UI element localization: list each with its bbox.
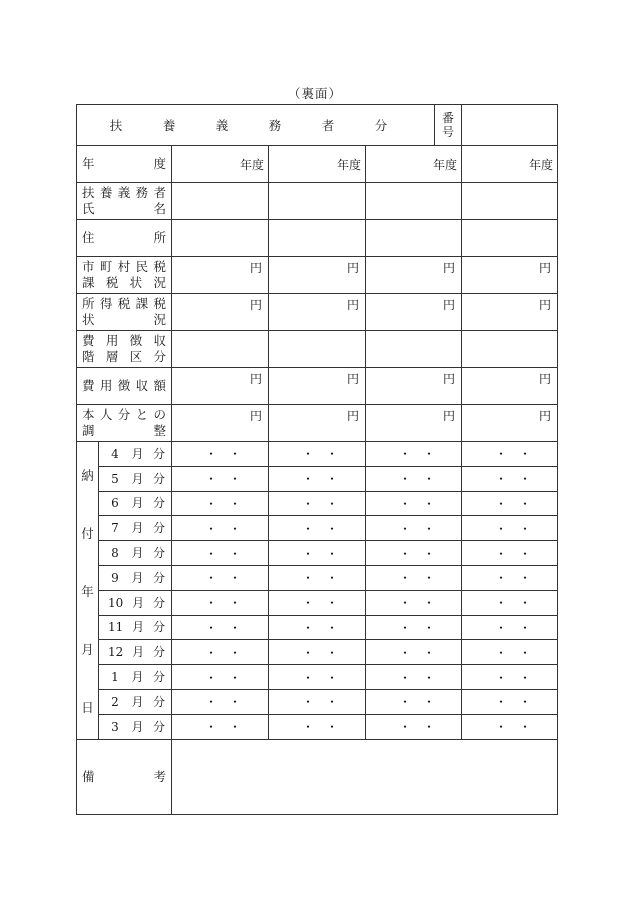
payment-date-cell[interactable] (269, 565, 366, 590)
payment-date-cell[interactable] (366, 689, 462, 714)
date-separator: ・ (423, 695, 436, 710)
label-char: 況 (153, 275, 166, 290)
label-char: 者 (153, 185, 166, 200)
date-separator: ・ (423, 447, 436, 462)
date-separator: ・ (495, 620, 508, 635)
date-separator: ・ (229, 695, 242, 710)
payment-label-char: 付 (81, 526, 94, 541)
fee-bracket-label (77, 331, 172, 368)
date-separator: ・ (302, 596, 315, 611)
date-separator: ・ (399, 571, 412, 586)
date-separator: ・ (229, 596, 242, 611)
payment-date-cell[interactable] (366, 466, 462, 491)
payment-date-cell[interactable] (269, 516, 366, 541)
label-char: 分 (117, 407, 131, 422)
label-char: 収 (135, 378, 149, 393)
income-tax-label (77, 294, 172, 331)
date-separator: ・ (302, 670, 315, 685)
payment-date-cell[interactable] (366, 565, 462, 590)
month-label-4 (99, 442, 172, 467)
label-char: 本 (82, 407, 95, 422)
date-separator: ・ (423, 620, 436, 635)
date-separator: ・ (229, 496, 242, 511)
payment-date-cell[interactable] (172, 665, 269, 690)
date-separator: ・ (326, 695, 339, 710)
date-separator: ・ (302, 620, 315, 635)
label-char: 状 (129, 275, 143, 290)
date-separator: ・ (229, 521, 242, 536)
date-separator: ・ (519, 496, 532, 511)
payment-date-cell[interactable] (172, 565, 269, 590)
payment-date-cell[interactable] (172, 615, 269, 640)
date-separator: ・ (399, 620, 412, 635)
year-cell-2[interactable]: 年度 (269, 146, 366, 183)
month-label-part: 月 (131, 471, 144, 486)
municipal-tax-cell-4[interactable]: 円 (462, 257, 558, 294)
date-separator: ・ (399, 447, 412, 462)
date-separator: ・ (229, 645, 242, 660)
payment-date-cell[interactable] (366, 541, 462, 566)
page-title: （裏面） (287, 86, 342, 101)
payment-label-char: 日 (81, 700, 94, 715)
municipal-tax-cell-1[interactable]: 円 (172, 257, 269, 294)
month-label-1 (99, 665, 172, 690)
payment-date-cell[interactable] (462, 516, 558, 541)
label-char: 氏 (82, 201, 95, 216)
address-cell-2[interactable] (269, 220, 366, 257)
date-separator: ・ (205, 670, 218, 685)
month-label-11 (99, 615, 172, 640)
date-separator: ・ (302, 521, 315, 536)
date-separator: ・ (399, 496, 412, 511)
date-separator: ・ (326, 720, 339, 735)
payment-date-cell[interactable] (462, 466, 558, 491)
date-separator: ・ (302, 472, 315, 487)
adjustment-cell-3[interactable]: 円 (366, 405, 462, 442)
date-separator: ・ (326, 596, 339, 611)
obligor-name-label (77, 183, 172, 220)
label-char: 所 (82, 296, 95, 311)
month-label-part: 分 (152, 570, 165, 585)
label-char: 調 (82, 423, 95, 438)
label-char: 層 (105, 349, 119, 364)
label-char: 民 (135, 259, 149, 274)
date-separator: ・ (423, 546, 436, 561)
payment-date-section (77, 442, 558, 740)
month-label-part: 分 (152, 595, 165, 610)
month-label-part: 分 (152, 719, 165, 734)
year-cell-1[interactable]: 年度 (172, 146, 269, 183)
date-separator: ・ (495, 645, 508, 660)
month-label-part: 月 (131, 521, 144, 536)
payment-date-cell[interactable] (172, 516, 269, 541)
payment-date-cell[interactable] (172, 442, 269, 467)
payment-date-cell[interactable] (269, 665, 366, 690)
payment-date-cell[interactable] (269, 491, 366, 516)
date-separator: ・ (326, 496, 339, 511)
date-separator: ・ (205, 521, 218, 536)
date-separator: ・ (205, 447, 218, 462)
payment-date-cell[interactable] (366, 714, 462, 739)
income-tax-cell-3[interactable]: 円 (366, 294, 462, 331)
date-separator: ・ (519, 447, 532, 462)
date-separator: ・ (302, 571, 315, 586)
month-label-part: 分 (152, 645, 165, 660)
month-label-part: 3 (111, 719, 119, 734)
date-separator: ・ (519, 571, 532, 586)
payment-date-cell[interactable] (269, 590, 366, 615)
date-separator: ・ (205, 571, 218, 586)
date-separator: ・ (399, 472, 412, 487)
income-tax-cell-1[interactable]: 円 (172, 294, 269, 331)
month-label-part: 月 (131, 446, 144, 461)
date-separator: ・ (519, 472, 532, 487)
label-char: 額 (153, 378, 166, 393)
payment-date-cell[interactable] (366, 590, 462, 615)
payment-date-cell[interactable] (462, 491, 558, 516)
name-cell-3[interactable] (366, 183, 462, 220)
month-label-part: 11 (108, 620, 124, 635)
bracket-cell-3[interactable] (366, 331, 462, 368)
month-label-part: 分 (152, 446, 165, 461)
label-char: 務 (135, 185, 149, 200)
date-separator: ・ (423, 645, 436, 660)
date-separator: ・ (495, 496, 508, 511)
label-char: 徴 (117, 378, 131, 393)
date-separator: ・ (423, 496, 436, 511)
date-separator: ・ (399, 720, 412, 735)
label-char: 税 (117, 296, 131, 311)
bracket-cell-1[interactable] (172, 331, 269, 368)
label-char: 況 (153, 312, 166, 327)
support-obligor-form (76, 104, 558, 815)
date-separator: ・ (302, 546, 315, 561)
date-separator: ・ (326, 521, 339, 536)
payment-date-cell[interactable] (269, 466, 366, 491)
label-char: 住 (82, 230, 95, 245)
date-separator: ・ (302, 695, 315, 710)
date-separator: ・ (302, 496, 315, 511)
date-separator: ・ (423, 571, 436, 586)
date-separator: ・ (495, 596, 508, 611)
date-separator: ・ (302, 720, 315, 735)
month-label-9 (99, 565, 172, 590)
adjustment-cell-2[interactable]: 円 (269, 405, 366, 442)
date-separator: ・ (495, 521, 508, 536)
month-label-part: 分 (152, 670, 165, 685)
adjustment-cell-4[interactable]: 円 (462, 405, 558, 442)
month-label-part: 月 (131, 546, 144, 561)
month-label-part: 2 (111, 694, 119, 709)
date-separator: ・ (423, 596, 436, 611)
date-separator: ・ (495, 472, 508, 487)
date-separator: ・ (229, 472, 242, 487)
month-label-part: 月 (132, 645, 145, 660)
label-char: 税 (105, 275, 119, 290)
income-tax-cell-4[interactable]: 円 (462, 294, 558, 331)
label-char: 扶 (82, 185, 95, 200)
month-label-part: 12 (108, 645, 124, 660)
date-separator: ・ (229, 571, 242, 586)
month-label-part: 月 (131, 670, 144, 685)
label-char: 税 (153, 259, 166, 274)
month-label-part: 分 (152, 471, 165, 486)
municipal-tax-cell-2[interactable]: 円 (269, 257, 366, 294)
date-separator: ・ (399, 670, 412, 685)
address-cell-1[interactable] (172, 220, 269, 257)
number-label-char-2: 号 (442, 125, 455, 139)
label-char: 町 (99, 259, 113, 274)
date-separator: ・ (423, 670, 436, 685)
bracket-cell-2[interactable] (269, 331, 366, 368)
month-label-part: 月 (131, 570, 144, 585)
month-label-part: 月 (132, 595, 145, 610)
label-char: 用 (105, 333, 119, 348)
label-char: 整 (153, 423, 166, 438)
date-separator: ・ (326, 472, 339, 487)
date-separator: ・ (399, 695, 412, 710)
month-label-10 (99, 590, 172, 615)
payment-date-label (77, 442, 99, 740)
income-tax-cell-2[interactable]: 円 (269, 294, 366, 331)
month-label-part: 分 (152, 496, 165, 511)
payment-date-cell[interactable] (366, 640, 462, 665)
date-separator: ・ (519, 720, 532, 735)
date-separator: ・ (495, 695, 508, 710)
date-separator: ・ (495, 447, 508, 462)
date-separator: ・ (229, 546, 242, 561)
date-separator: ・ (399, 645, 412, 660)
adjustment-cell-1[interactable]: 円 (172, 405, 269, 442)
payment-date-cell[interactable] (172, 466, 269, 491)
month-label-2 (99, 689, 172, 714)
payment-date-cell[interactable] (366, 516, 462, 541)
payment-date-cell[interactable] (269, 541, 366, 566)
label-char: 得 (99, 296, 113, 311)
label-char: 用 (99, 378, 113, 393)
date-separator: ・ (519, 695, 532, 710)
address-label (77, 220, 172, 257)
date-separator: ・ (519, 620, 532, 635)
date-separator: ・ (399, 546, 412, 561)
label-char: 状 (82, 312, 95, 327)
year-label: 年 度 (77, 146, 172, 183)
date-separator: ・ (205, 645, 218, 660)
number-label-char-1: 番 (442, 111, 455, 125)
label-char: 徴 (129, 333, 143, 348)
fee-amount-cell-3[interactable]: 円 (366, 368, 462, 405)
label-char: 所 (153, 230, 166, 245)
date-separator: ・ (326, 620, 339, 635)
payment-date-cell[interactable] (462, 714, 558, 739)
month-label-part: 8 (111, 546, 119, 561)
month-label-part: 月 (131, 496, 144, 511)
month-label-part: 1 (111, 670, 119, 685)
month-label-5 (99, 466, 172, 491)
label-char: 養 (99, 185, 113, 200)
date-separator: ・ (519, 645, 532, 660)
name-cell-4[interactable] (462, 183, 558, 220)
date-separator: ・ (495, 720, 508, 735)
month-label-part: 月 (131, 694, 144, 709)
date-separator: ・ (423, 720, 436, 735)
remarks-label: 備 考 (77, 739, 172, 814)
label-char: の (153, 407, 166, 422)
label-char: 分 (153, 349, 166, 364)
month-label-part: 分 (152, 694, 165, 709)
month-label-8 (99, 541, 172, 566)
month-label-3 (99, 714, 172, 739)
date-separator: ・ (326, 670, 339, 685)
payment-date-cell[interactable] (172, 590, 269, 615)
month-label-part: 7 (111, 521, 119, 536)
month-label-part: 9 (111, 570, 119, 585)
label-char: 課 (82, 275, 95, 290)
date-separator: ・ (205, 695, 218, 710)
payment-date-cell[interactable] (462, 565, 558, 590)
payment-date-cell[interactable] (462, 442, 558, 467)
payment-date-cell[interactable] (172, 541, 269, 566)
fee-amount-cell-2[interactable]: 円 (269, 368, 366, 405)
month-label-part: 4 (111, 446, 119, 461)
date-separator: ・ (205, 596, 218, 611)
date-separator: ・ (326, 546, 339, 561)
date-separator: ・ (423, 521, 436, 536)
date-separator: ・ (519, 670, 532, 685)
date-separator: ・ (519, 596, 532, 611)
payment-label-char: 月 (81, 642, 94, 657)
date-separator: ・ (326, 645, 339, 660)
month-label-part: 月 (132, 620, 145, 635)
date-separator: ・ (399, 521, 412, 536)
year-cell-3[interactable]: 年度 (366, 146, 462, 183)
date-separator: ・ (205, 720, 218, 735)
date-separator: ・ (229, 720, 242, 735)
date-separator: ・ (229, 447, 242, 462)
payment-date-cell[interactable] (462, 590, 558, 615)
address-cell-3[interactable] (366, 220, 462, 257)
fee-amount-cell-1[interactable]: 円 (172, 368, 269, 405)
year-cell-4[interactable]: 年度 (462, 146, 558, 183)
adjustment-label (77, 405, 172, 442)
payment-date-cell[interactable] (269, 689, 366, 714)
payment-date-cell[interactable] (462, 689, 558, 714)
date-separator: ・ (399, 596, 412, 611)
date-separator: ・ (302, 645, 315, 660)
month-label-part: 分 (152, 521, 165, 536)
month-label-part: 10 (108, 595, 124, 610)
month-label-part: 6 (111, 496, 119, 511)
payment-date-cell[interactable] (462, 615, 558, 640)
payment-date-cell[interactable] (269, 442, 366, 467)
number-field[interactable] (462, 105, 558, 146)
label-char: 区 (129, 349, 143, 364)
payment-date-cell[interactable] (462, 665, 558, 690)
payment-date-cell[interactable] (366, 615, 462, 640)
remarks-field[interactable] (172, 739, 558, 814)
payment-date-cell[interactable] (366, 442, 462, 467)
date-separator: ・ (205, 472, 218, 487)
payment-date-cell[interactable] (366, 491, 462, 516)
date-separator: ・ (519, 546, 532, 561)
address-cell-4[interactable] (462, 220, 558, 257)
date-separator: ・ (205, 546, 218, 561)
label-char: 収 (153, 333, 166, 348)
payment-date-cell[interactable] (172, 640, 269, 665)
label-char: 階 (82, 349, 95, 364)
month-label-7 (99, 516, 172, 541)
number-label (435, 105, 462, 146)
date-separator: ・ (519, 521, 532, 536)
month-label-12 (99, 640, 172, 665)
fee-amount-cell-4[interactable]: 円 (462, 368, 558, 405)
month-label-part: 5 (111, 471, 119, 486)
label-char: 費 (82, 378, 95, 393)
date-separator: ・ (205, 496, 218, 511)
payment-date-cell[interactable] (172, 491, 269, 516)
fee-amount-label (77, 368, 172, 405)
date-separator: ・ (495, 571, 508, 586)
label-char: 費 (82, 333, 95, 348)
date-separator: ・ (229, 670, 242, 685)
form-title: 扶 養 義 務 者 分 (77, 105, 435, 146)
payment-date-cell[interactable] (269, 615, 366, 640)
payment-date-cell[interactable] (172, 714, 269, 739)
date-separator: ・ (302, 447, 315, 462)
payment-date-cell[interactable] (366, 665, 462, 690)
label-char: 義 (117, 185, 131, 200)
month-label-part: 月 (131, 719, 144, 734)
date-separator: ・ (229, 620, 242, 635)
date-separator: ・ (423, 472, 436, 487)
date-separator: ・ (326, 447, 339, 462)
date-separator: ・ (205, 620, 218, 635)
label-char: 税 (153, 296, 166, 311)
month-label-6 (99, 491, 172, 516)
payment-date-cell[interactable] (462, 541, 558, 566)
date-separator: ・ (495, 670, 508, 685)
municipal-tax-label (77, 257, 172, 294)
payment-date-cell[interactable] (269, 714, 366, 739)
date-separator: ・ (326, 571, 339, 586)
label-char: 課 (135, 296, 149, 311)
name-cell-1[interactable] (172, 183, 269, 220)
payment-label-char: 納 (81, 468, 94, 483)
label-char: と (135, 407, 149, 422)
label-char: 村 (117, 259, 131, 274)
payment-date-cell[interactable] (269, 640, 366, 665)
name-cell-2[interactable] (269, 183, 366, 220)
municipal-tax-cell-3[interactable]: 円 (366, 257, 462, 294)
label-char: 市 (82, 259, 95, 274)
month-label-part: 分 (152, 546, 165, 561)
date-separator: ・ (495, 546, 508, 561)
payment-label-char: 年 (81, 584, 94, 599)
bracket-cell-4[interactable] (462, 331, 558, 368)
payment-date-cell[interactable] (172, 689, 269, 714)
label-char: 名 (153, 201, 166, 216)
month-label-part: 分 (152, 620, 165, 635)
payment-date-cell[interactable] (462, 640, 558, 665)
label-char: 人 (99, 407, 113, 422)
